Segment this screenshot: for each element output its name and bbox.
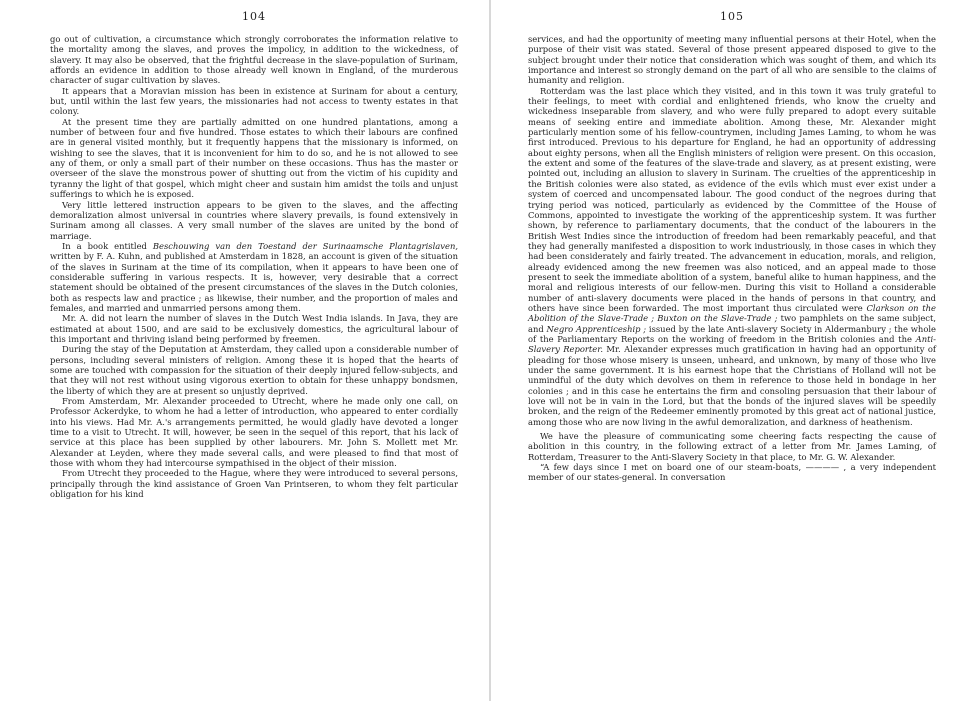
page-number-left: 104	[242, 10, 266, 23]
paragraph: Very little lettered instruction appears to be given to the slaves, and the affecting demoralization almost universal in countries where slavery prevails, is found extensively in Surinam among all classes. A very small number of the slaves are united by the bond of marriage.	[50, 199, 458, 241]
text-run: two pamphlets on the same subject, and	[528, 313, 936, 334]
paragraph	[50, 241, 458, 313]
text-run: issued by the late Anti-slavery Society in Aldermanbury ; the whole of the Parliamentary Reports on the working of freedom in the British colonies and the	[528, 323, 937, 344]
text-run: In a book entitled	[62, 240, 153, 251]
paragraph: It appears that a Moravian mission has been in existence at Surinam for about a century, but, until within the last few years, the missionaries had not access to twenty estates in that colony.	[50, 85, 458, 117]
paragraph: We have the pleasure of communicating some cheering facts respecting the cause of abolition in this country, in the following extract of a letter from Mr. James Laming, of Rotterdam, Treasurer to the Anti-Slavery Society in that place, to Mr. G. W. Alexander.	[528, 431, 936, 462]
paragraph: go out of cultivation, a circumstance which strongly corroborates the information relative to the mortality among the slaves, and proves the impolicy, in addition to the wickedness, of slavery. It may also be observed, that the frightful decrease in the slave-population of Surinam, affords an evidence in addition to those already well known in England, of the murderous character of sugar cultivation by slaves.	[50, 34, 458, 86]
book-gutter	[489, 0, 491, 701]
paragraph: At the present time they are partially admitted on one hundred plantations, among a number of between four and five hundred. Those estates to which their labours are confined are in general visited monthly, but it frequently happens that the missionary is informed, on wishing to see the slaves, that it is inconvenient for him to do so, and he is not allowed to see any of them, or only a small part of their number on these occasions. Thus has the master or overseer of the slave the monstrous power of shutting out from the victim of his cupidity and tyranny the light of that gospel, which might cheer and sustain him amidst the toils and unjust sufferings to which he is exposed.	[50, 116, 458, 200]
paragraph: From Utrecht they proceeded to the Hague, where they were introduced to several persons, principally through the kind assistance of Groen Van Printseren, to whom they felt particular obligation for his kind	[50, 468, 458, 500]
right-page	[528, 10, 936, 483]
left-page-text	[50, 34, 458, 499]
right-page-text	[528, 34, 936, 483]
periodical-title: Anti-Slavery Reporter.	[528, 333, 936, 355]
page-number-right: 105	[720, 10, 744, 23]
paragraph: services, and had the opportunity of meeting many influential persons at their Hotel, when the purpose of their visit was stated. Several of those present appeared disposed to give to the subject brought under their notice that consideration which was sought of them, and which its importance and interest so strongly demand on the part of all who are sensible to the claims of humanity and religion.	[528, 34, 936, 86]
paragraph: During the stay of the Deputation at Amsterdam, they called upon a considerable number of persons, including several ministers of religion. Among these it is hoped that the hearts of some are touched with compassion for the situation of their deeply injured fellow-subjects, and that they will not rest without using vigorous exertion to obtain for these unhappy bondsmen, the liberty of which they are at present so unjustly deprived.	[50, 344, 458, 396]
paragraph	[528, 86, 936, 427]
text-run: Rotterdam was the last place which they visited, and in this town it was truly grateful to their feelings, to meet with cordial and enlightened friends, who know the cruelty and wickedness inseparable from slavery, and who were fully prepared to adopt every suitable means of seeking entire and immediate abolition. Among these, Mr. Alexander might particularly mention some of his fellow-countrymen, including James Laming, to whom he was first introduced. Previous to his departure for England, he had an opportunity of addressing about eighty persons, when all the English ministers of religion were present. On this occasion, the extent and some of the features of the slave-trade and slavery, as at present existing, were pointed out, including an allusion to slavery in Surinam. The cruelties of the apprenticeship in the British colonies were also stated, as evidence of the evils which must ever exist under a system of coerced and uncompensated labour. The good conduct of the negroes during that trying period was noticed, particularly as evidenced by the Committee of the House of Commons, appointed to investigate the working of the apprenticeship system. It was further shown, by reference to parliamentary documents, that the conduct of the labourers in the British West Indies since the introduction of freedom had been remarkably peaceful, and that they had generally manifested a disposition to work industriously, in those cases in which they had been considerately and fairly treated. The advancement in education, morals, and religion, already evidenced among the new freemen was also noticed, and an appeal made to those present to seek the immediate abolition of a system, baneful alike to human happiness, and the moral and religious interests of our fellow-men. During this visit to Holland a considerable number of anti-slavery documents were placed in the hands of persons in that country, and others have since been forwarded. The most important thus circulated were	[528, 85, 936, 313]
left-page	[50, 10, 458, 499]
text-run: written by F. A. Kuhn, and published at Amsterdam in 1828, an account is given of the situation of the slaves in Surinam at the time of its compilation, when it appears to have been one of considerable suffering in various respects. It is, however, very desirable that a correct statement should be obtained of the present circumstances of the slaves in the Dutch colonies, both as respects law and practice ; as likewise, their number, and the proportion of males and females, and married and unmarried persons among them.	[50, 251, 458, 313]
paragraph: “A few days since I met on board one of our steam-boats, ———— , a very independent member of our states-general. In conversation	[528, 462, 936, 483]
book-title: Beschouwing van den Toestand der Surinaamsche Plantagrislaven,	[152, 240, 458, 251]
paragraph: From Amsterdam, Mr. Alexander proceeded to Utrecht, where he made only one call, on Professor Ackerdyke, to whom he had a letter of introduction, who appeared to enter cordially into his views. Had Mr. A.'s arrangements permitted, he would gladly have devoted a longer time to a visit to Utrecht. It will, however, be seen in the sequel of this report, that his lack of service at this place has been supplied by other labourers. Mr. John S. Mollett met Mr. Alexander at Leyden, where they made several calls, and were pleased to find that most of those with whom they had intercourse sympathised in the object of their mission.	[50, 396, 458, 469]
pamphlet-title: Clarkson on the Abolition of the Slave-Trade ; Buxton on the Slave-Trade ;	[528, 302, 936, 324]
paragraph: Mr. A. did not learn the number of slaves in the Dutch West India islands. In Java, they are estimated at about 1500, and are said to be exclusively domestics, the agricultural labour of this important and thriving island being performed by freemen.	[50, 313, 458, 344]
pamphlet-title: Negro Apprenticeship ;	[546, 323, 647, 334]
text-run: Mr. Alexander expresses much gratification in having had an opportunity of pleading for those whose misery is unseen, unheard, and unknown, by many of those who live under the same government. It is his earnest hope that the Christians of Holland will not be unmindful of the duty which devolves on them in reference to those held in bondage in her colonies ; and in this case he entertains the firm and consoling persuasion that their labour of love will not be in vain in the Lord, but that the bonds of the injured slaves will be speedily broken, and the reign of the Redeemer eminently promoted by this great act of national justice, among those who are now living in the awful demoralization, and darkness of heathenism.	[528, 344, 936, 427]
